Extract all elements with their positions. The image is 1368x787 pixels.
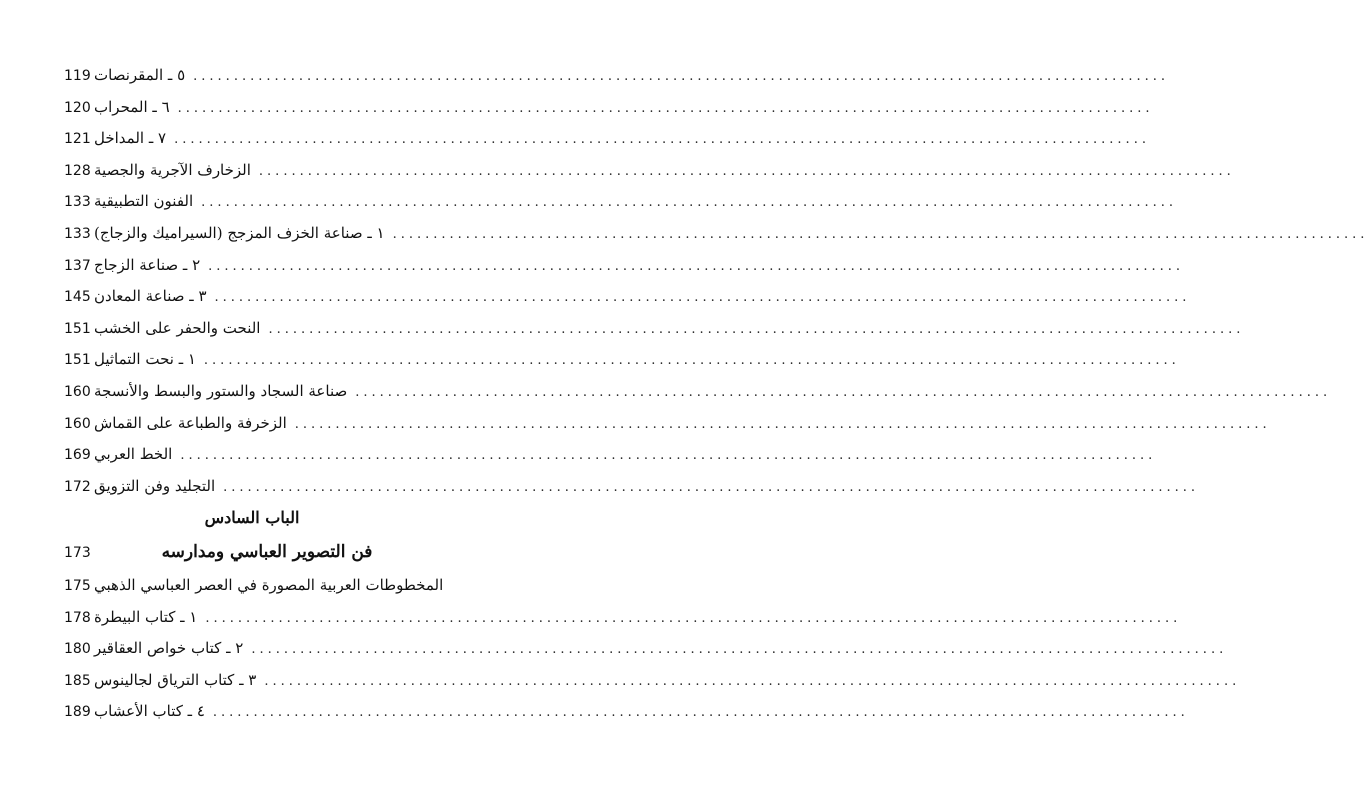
page-number: 185 [64, 672, 91, 689]
toc-entry [64, 92, 1154, 124]
entry-body [94, 218, 1368, 251]
dot-leader: ........................................................................................................................ [208, 258, 1185, 274]
entry-body [94, 60, 1170, 93]
table-of-contents [64, 60, 1368, 728]
toc-entry [64, 439, 1157, 471]
entry-title: ٢ ـ كتاب خواص العقاقير [94, 639, 244, 658]
dot-leader: ........................................................................................................................ [203, 353, 1180, 369]
toc-entry [64, 633, 1228, 665]
toc-section-1 [64, 60, 1368, 502]
toc-entry [64, 602, 1182, 634]
chapter-title-row [64, 534, 440, 570]
page-number: 119 [64, 68, 91, 84]
toc-entry [64, 344, 1180, 376]
dot-leader: ........................................................................................................................ [294, 416, 1271, 432]
dot-leader: ........................................................................................................................ [258, 163, 1235, 179]
entry-title: النحت والحفر على الخشب [94, 318, 261, 337]
toc-entry [64, 696, 1189, 728]
entry-body [94, 376, 1332, 409]
page-number: 121 [64, 131, 91, 148]
page-number: 169 [64, 447, 91, 464]
dot-leader: ........................................................................................................................ [180, 448, 1157, 464]
toc-entry [64, 408, 1271, 440]
entry-title: ٣ ـ كتاب الترياق لجالينوس [94, 670, 257, 689]
entry-title: المخطوطات العربية المصورة في العصر العباسي الذهبي [94, 575, 444, 594]
toc-entry [64, 60, 1170, 92]
toc-entry [64, 665, 1241, 697]
toc-entry [64, 123, 1150, 155]
entry-title: ٣ ـ صناعة المعادن [94, 287, 207, 306]
entry-body [94, 250, 1185, 283]
entry-title: الفنون التطبيقية [94, 192, 194, 211]
entry-body [94, 665, 1241, 698]
entry-body [94, 344, 1180, 377]
page-number: 120 [64, 99, 91, 116]
page-number: 175 [64, 577, 91, 594]
entry-body [94, 281, 1191, 314]
entry-title: ٤ ـ كتاب الأعشاب [94, 702, 205, 721]
dot-leader: ........................................................................................................................ [177, 100, 1154, 116]
page-number: 180 [64, 641, 91, 658]
entry-title: صناعة السجاد والستور والبسط والأنسجة [94, 381, 348, 400]
entry-title: ٦ ـ المحراب [94, 97, 170, 116]
toc-section-2 [64, 570, 1241, 728]
page-number: 145 [64, 289, 91, 306]
entry-body [94, 570, 444, 603]
entry-body [94, 439, 1157, 472]
entry-title: ١ ـ نحت التماثيل [94, 350, 196, 369]
entry-title: الزخرفة والطباعة على القماش [94, 413, 287, 432]
entry-title: الزخارف الآجرية والجصية [94, 160, 251, 179]
page-number: 151 [64, 320, 91, 337]
toc-entry [64, 155, 1235, 187]
entry-body [94, 186, 1178, 219]
chapter-title: فن التصوير العباسي ومدارسه [161, 541, 373, 562]
entry-body [94, 313, 1245, 346]
page-number: 128 [64, 162, 91, 179]
page-number: 133 [64, 225, 91, 242]
entry-body [94, 92, 1154, 125]
entry-title: ٢ ـ صناعة الزجاج [94, 255, 201, 274]
entry-body [94, 696, 1189, 729]
entry-title: ٧ ـ المداخل [94, 129, 167, 148]
toc-entry [64, 186, 1178, 218]
entry-body [94, 155, 1235, 188]
page-number: 172 [64, 478, 91, 495]
entry-title: ١ ـ صناعة الخزف المزجج (السيراميك والزجاج) [94, 223, 385, 242]
toc-entry [64, 281, 1191, 313]
dot-leader: ........................................................................................................................ [268, 321, 1245, 337]
entry-body [94, 633, 1228, 666]
page-number: 160 [64, 415, 91, 432]
entry-title: ١ ـ كتاب البيطرة [94, 607, 198, 626]
entry-title: ٥ ـ المقرنصات [94, 66, 186, 84]
toc-entry [64, 250, 1185, 282]
toc-entry [64, 313, 1245, 345]
toc-entry [64, 570, 444, 602]
dot-leader: ........................................................................................................................ [264, 673, 1241, 689]
page-number: 151 [64, 352, 91, 369]
dot-leader: ........................................................................................................................ [174, 132, 1150, 148]
dot-leader: ........................................................................................................................ [201, 195, 1178, 211]
page-number: 133 [64, 194, 91, 211]
dot-leader: ........................................................................................................................ [212, 705, 1189, 721]
toc-entry [64, 218, 1368, 250]
entry-body [94, 602, 1182, 635]
chapter-page-number: 173 [64, 544, 91, 561]
toc-entry [64, 376, 1332, 408]
entry-title: الخط العربي [94, 445, 173, 464]
page-number: 137 [64, 257, 91, 274]
dot-leader: ........................................................................................................................ [251, 642, 1228, 658]
dot-leader: ........................................................................................................................ [214, 290, 1191, 306]
entry-title: التجليد وفن التزويق [94, 476, 216, 495]
dot-leader: ........................................................................................................................ [223, 479, 1200, 495]
entry-body [94, 123, 1150, 156]
entry-body [94, 471, 1200, 504]
toc-entry [64, 471, 1200, 503]
dot-leader: ........................................................................................................................ [205, 610, 1182, 626]
page-number: 160 [64, 383, 91, 400]
entry-body [94, 408, 1271, 441]
dot-leader: ........................................................................................................................ [392, 226, 1368, 242]
chapter-heading: الباب السادس [204, 508, 300, 528]
page-number: 178 [64, 609, 91, 626]
page-number: 189 [64, 704, 91, 721]
dot-leader: ........................................................................................................................ [355, 384, 1332, 400]
dot-leader: ........................................................................................................................ [193, 69, 1170, 84]
